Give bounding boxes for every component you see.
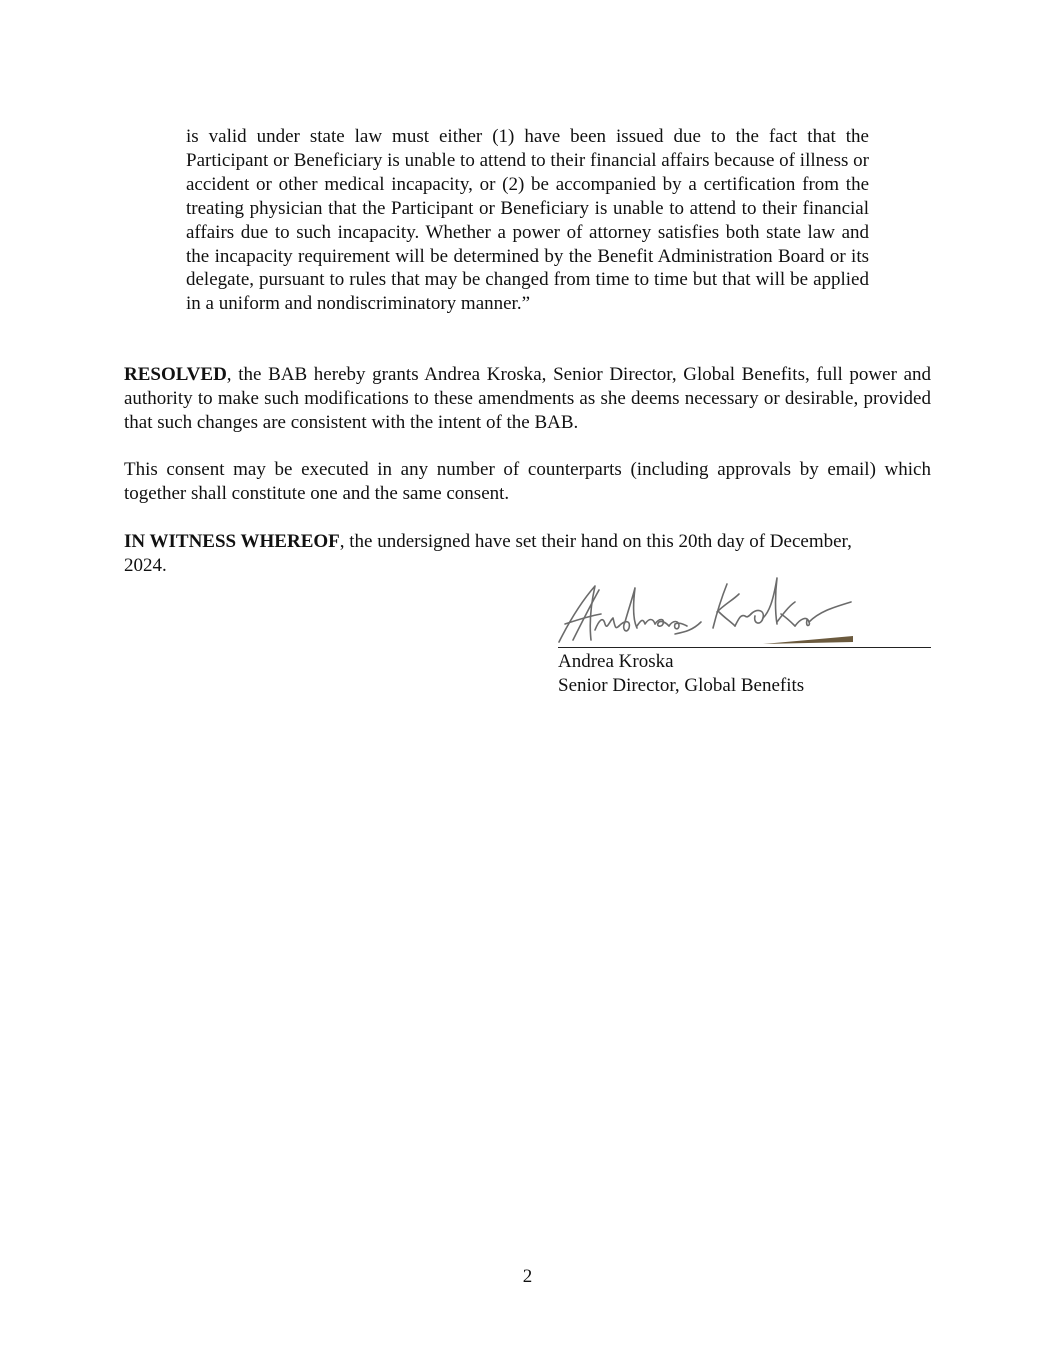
witness-text: , the undersigned have set their hand on this 20th day of December, 2024. — [124, 531, 852, 576]
resolved-paragraph — [124, 363, 931, 435]
handwritten-signature — [555, 564, 855, 646]
witness-label: IN WITNESS WHEREOF — [124, 531, 340, 552]
page-number: 2 — [522, 1266, 533, 1287]
resolved-text: , the BAB hereby grants Andrea Kroska, Senior Director, Global Benefits, full power and authority to make such modifications to these amendments as she deems necessary or desirable, provided that such changes are consistent with the intent of the BAB. — [124, 364, 931, 433]
consent-paragraph: This consent may be executed in any number of counterparts (including approvals by email) which together shall constitute one and the same consent. — [124, 459, 931, 504]
signature-alt-text — [0, 0, 1, 1]
resolved-label: RESOLVED — [124, 364, 227, 385]
signature-line — [558, 647, 931, 648]
signer-block — [558, 650, 804, 698]
quoted-amendment-text: is valid under state law must either (1) have been issued due to the fact that the Participant or Beneficiary is unable to attend to their financial affairs because of illness or accident or other medical incapacity, or (2) be accompanied by a certification from the treating physician that the Participant or Beneficiary is unable to attend to their financial affairs due to such incapacity. Whether a power of attorney satisfies both state law and the incapacity requirement will be determined by the Benefit Administration Board or its delegate, pursuant to rules that may be changed from time to time but that will be applied in a uniform and nondiscriminatory manner.” — [186, 126, 869, 315]
signer-title: Senior Director, Global Benefits — [558, 674, 805, 696]
signer-name: Andrea Kroska — [558, 651, 674, 672]
